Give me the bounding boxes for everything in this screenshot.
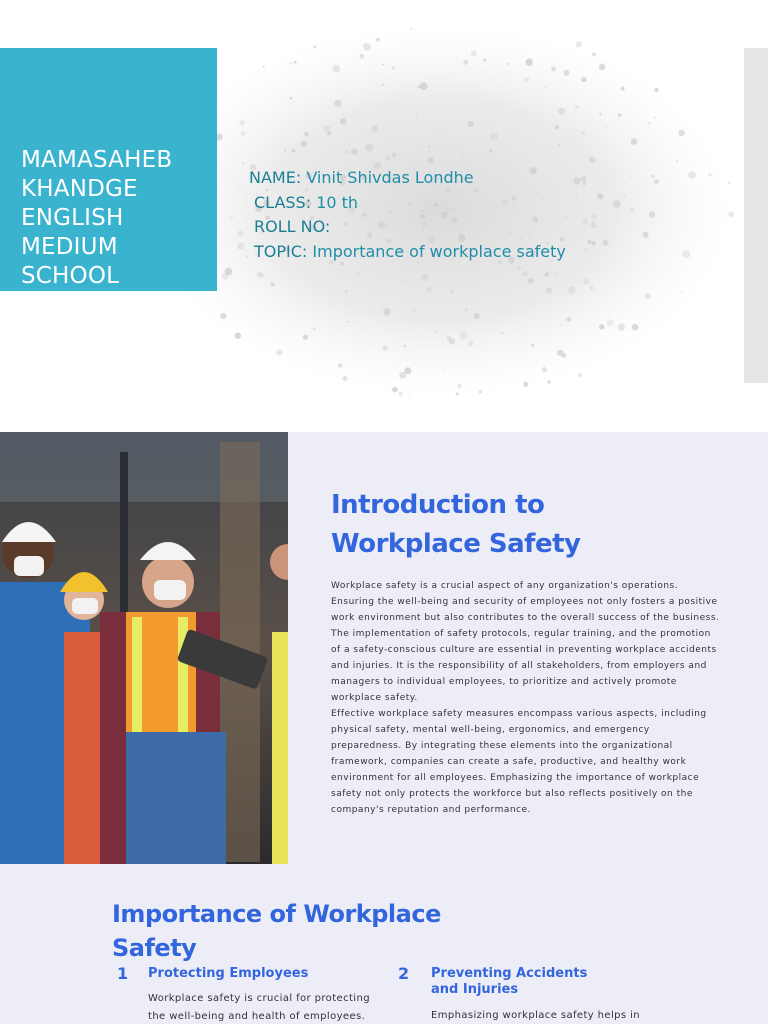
- item-number-1: 1: [117, 964, 129, 983]
- roll-label: ROLL NO:: [254, 217, 331, 236]
- item-text-2: Emphasizing workplace safety helps in: [431, 1010, 640, 1021]
- class-row: [249, 191, 566, 216]
- topic-label: TOPIC:: [254, 241, 308, 261]
- item-number-2: 2: [398, 964, 410, 983]
- name-row: [249, 166, 566, 191]
- student-info: [249, 166, 566, 264]
- class-value: 10 th: [316, 192, 359, 212]
- cover-slide: [0, 0, 768, 432]
- name-value: Vinit Shivdas Londhe: [306, 168, 474, 187]
- intro-paragraph-2: Effective workplace safety measures encompass various aspects, including physical safety, mental well-being, ergonomics, and emergency preparedness. By integrating these elements into the organizational framework, companies can create a safe, productive, and healthy work environment for all employees. Emphasizing the importance of workplace safety not only protects the workforce but also reflects positively on the company's reputation and performance.: [331, 709, 707, 815]
- topic-row: [249, 240, 566, 265]
- intro-body: [331, 578, 723, 818]
- name-label: NAME:: [249, 168, 302, 187]
- roll-row: [249, 215, 566, 240]
- class-label: CLASS:: [254, 192, 312, 212]
- workers-photo: [0, 432, 288, 864]
- intro-paragraph-1: Workplace safety is a crucial aspect of any organization's operations. Ensuring the well-being and security of employees not only fosters a positive work environment but also contributes to the overall success of the business. The implementation of safety protocols, regular training, and the promotion of a safety-conscious culture are essential in preventing workplace accidents and injuries. It is the responsibility of all stakeholders, from employers and managers to individual employees, to prioritize and actively promote workplace safety.: [331, 581, 720, 703]
- decorative-side-bar: [744, 48, 768, 383]
- item-text-1: Workplace safety is crucial for protecting the well-being and health of employees.: [148, 993, 370, 1022]
- item-heading-2: Preventing Accidents and Injuries: [431, 966, 588, 997]
- introduction-slide: [0, 432, 768, 864]
- topic-value: Importance of workplace safety: [312, 241, 566, 261]
- item-heading-1: Protecting Employees: [148, 966, 309, 981]
- school-name: MAMASAHEB KHANDGE ENGLISH MEDIUM SCHOOL: [21, 147, 173, 289]
- intro-title: Introduction to Workplace Safety: [331, 490, 581, 559]
- importance-slide: [0, 864, 768, 1024]
- importance-title: Importance of Workplace Safety: [112, 900, 441, 962]
